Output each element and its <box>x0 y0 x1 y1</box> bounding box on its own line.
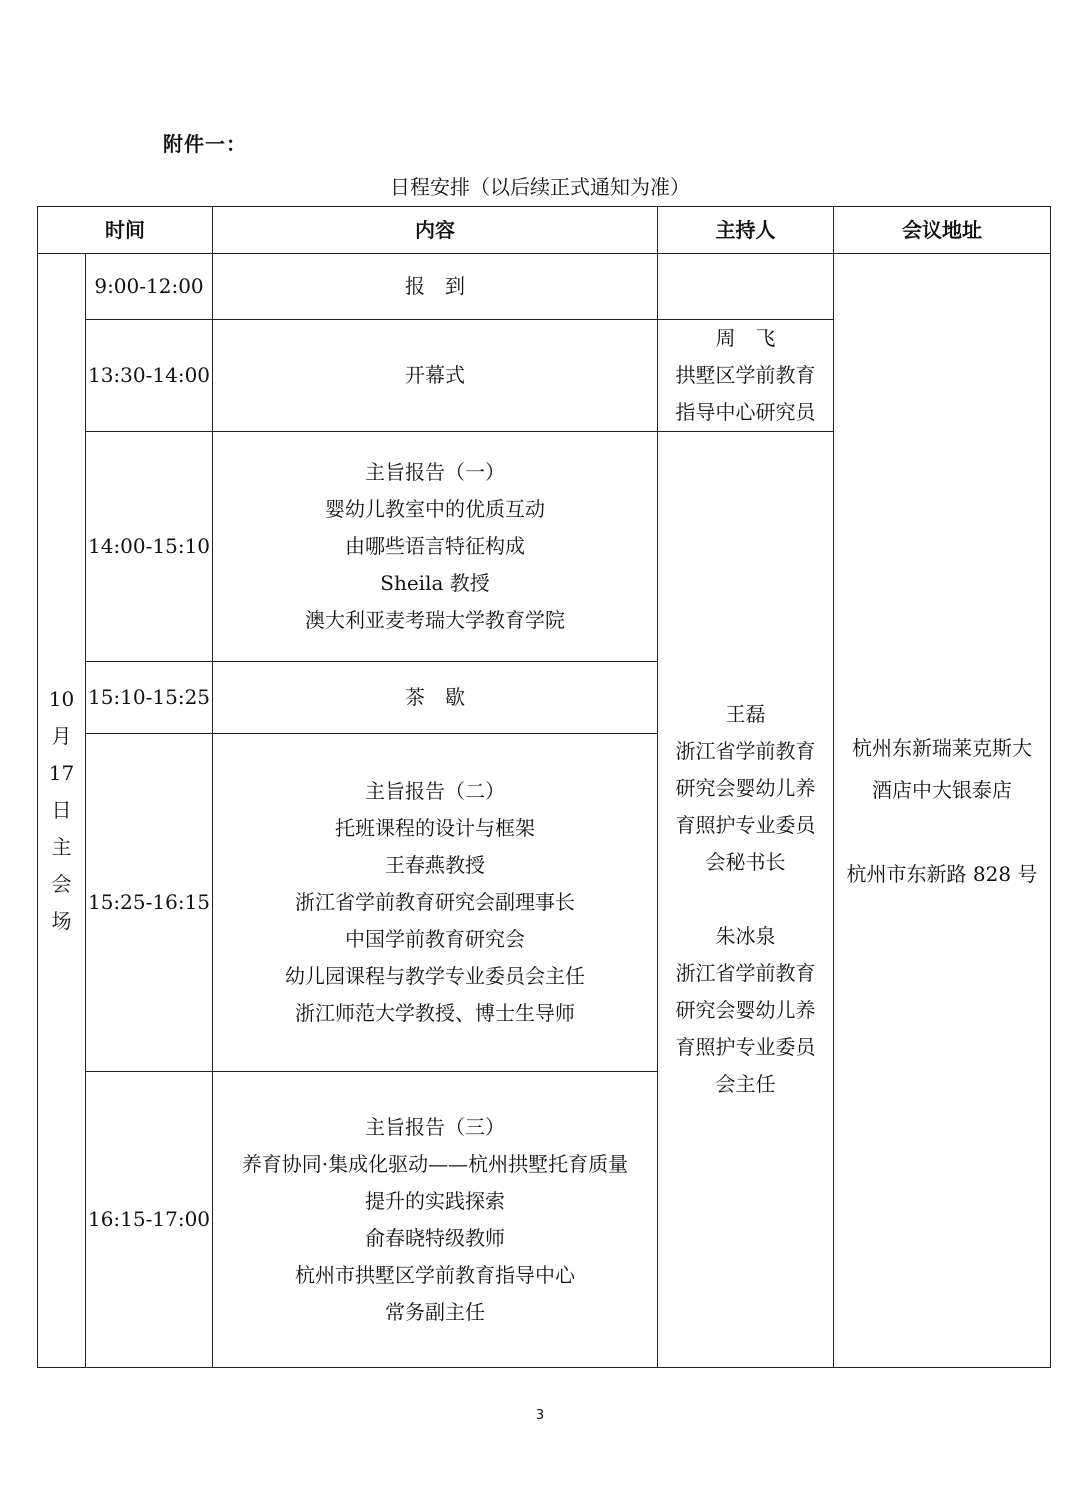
day-label-char: 主 <box>51 835 72 859</box>
content-line: 开幕式 <box>405 363 465 387</box>
host-line: 指导中心研究员 <box>675 400 816 424</box>
host-line: 周 飞 <box>715 326 776 350</box>
host-line: 王磊 <box>725 702 766 726</box>
host-cell-empty <box>658 254 834 320</box>
content-line: 茶 歇 <box>405 685 465 709</box>
day-label-char: 月 <box>51 724 72 748</box>
schedule-title: 日程安排（以后续正式通知为准） <box>390 175 690 199</box>
page-number: 3 <box>535 1408 545 1423</box>
content-line: 幼儿园课程与教学专业委员会主任 <box>285 964 585 988</box>
header-address: 会议地址 <box>834 207 1051 254</box>
content-line: 报 到 <box>405 274 465 298</box>
day-label-char: 17 <box>48 761 75 785</box>
host-line: 育照护专业委员 <box>675 1035 816 1059</box>
address-venue-line: 酒店中大银泰店 <box>872 777 1012 802</box>
time-cell: 16:15-17:00 <box>86 1072 213 1368</box>
host-line: 育照护专业委员 <box>675 813 816 837</box>
host-line: 研究会婴幼儿养 <box>675 776 816 800</box>
content-line: 主旨报告（二） <box>365 779 505 803</box>
content-line: 杭州市拱墅区学前教育指导中心 <box>295 1262 575 1287</box>
content-cell <box>213 432 658 662</box>
content-line: 主旨报告（一） <box>365 460 505 484</box>
content-line: 王春燕教授 <box>385 853 485 877</box>
address-spacer <box>834 811 1050 853</box>
host-spacer <box>658 881 833 918</box>
host-cell-opening <box>658 320 834 432</box>
content-line: Sheila 教授 <box>380 571 490 595</box>
table-row <box>38 254 1051 320</box>
content-line: 常务副主任 <box>385 1299 485 1324</box>
content-line: 俞春晓特级教师 <box>365 1225 505 1250</box>
attachment-label: 附件一： <box>163 132 247 156</box>
host-line: 拱墅区学前教育 <box>675 363 816 387</box>
content-line: 提升的实践探索 <box>365 1188 505 1213</box>
content-line: 澳大利亚麦考瑞大学教育学院 <box>305 608 565 632</box>
content-line: 养育协同·集成化驱动——杭州拱墅托育质量 <box>241 1151 629 1176</box>
day-label <box>38 254 86 1368</box>
content-cell <box>213 734 658 1072</box>
content-cell <box>213 662 658 734</box>
header-content: 内容 <box>213 207 658 254</box>
address-cell <box>834 254 1051 1368</box>
header-host: 主持人 <box>658 207 834 254</box>
host-line: 浙江省学前教育 <box>675 739 816 763</box>
schedule-table <box>37 206 1051 1368</box>
day-label-char: 10 <box>48 687 75 711</box>
content-line: 主旨报告（三） <box>365 1114 505 1139</box>
content-line: 由哪些语言特征构成 <box>345 534 525 558</box>
content-line: 托班课程的设计与框架 <box>335 816 535 840</box>
time-cell: 9:00-12:00 <box>86 254 213 320</box>
time-cell: 13:30-14:00 <box>86 320 213 432</box>
host-cell-main <box>658 432 834 1368</box>
day-label-char: 日 <box>51 798 72 822</box>
time-cell: 14:00-15:10 <box>86 432 213 662</box>
content-cell <box>213 1072 658 1368</box>
content-line: 浙江省学前教育研究会副理事长 <box>295 890 575 914</box>
content-line: 浙江师范大学教授、博士生导师 <box>295 1001 575 1025</box>
host-line: 会秘书长 <box>705 850 786 874</box>
host-line: 研究会婴幼儿养 <box>675 998 816 1022</box>
host-line: 朱冰泉 <box>715 924 776 948</box>
content-line: 婴幼儿教室中的优质互动 <box>325 497 545 521</box>
content-line: 中国学前教育研究会 <box>345 927 525 951</box>
day-label-char: 会 <box>51 872 72 896</box>
header-time: 时间 <box>38 207 213 254</box>
day-label-char: 场 <box>51 909 72 933</box>
host-line: 会主任 <box>715 1072 776 1096</box>
time-cell: 15:10-15:25 <box>86 662 213 734</box>
address-venue-line: 杭州东新瑞莱克斯大 <box>852 735 1032 760</box>
content-cell <box>213 254 658 320</box>
time-cell: 15:25-16:15 <box>86 734 213 1072</box>
address-street: 杭州市东新路 828 号 <box>846 861 1038 886</box>
host-line: 浙江省学前教育 <box>675 961 816 985</box>
table-header-row <box>38 207 1051 254</box>
content-cell <box>213 320 658 432</box>
